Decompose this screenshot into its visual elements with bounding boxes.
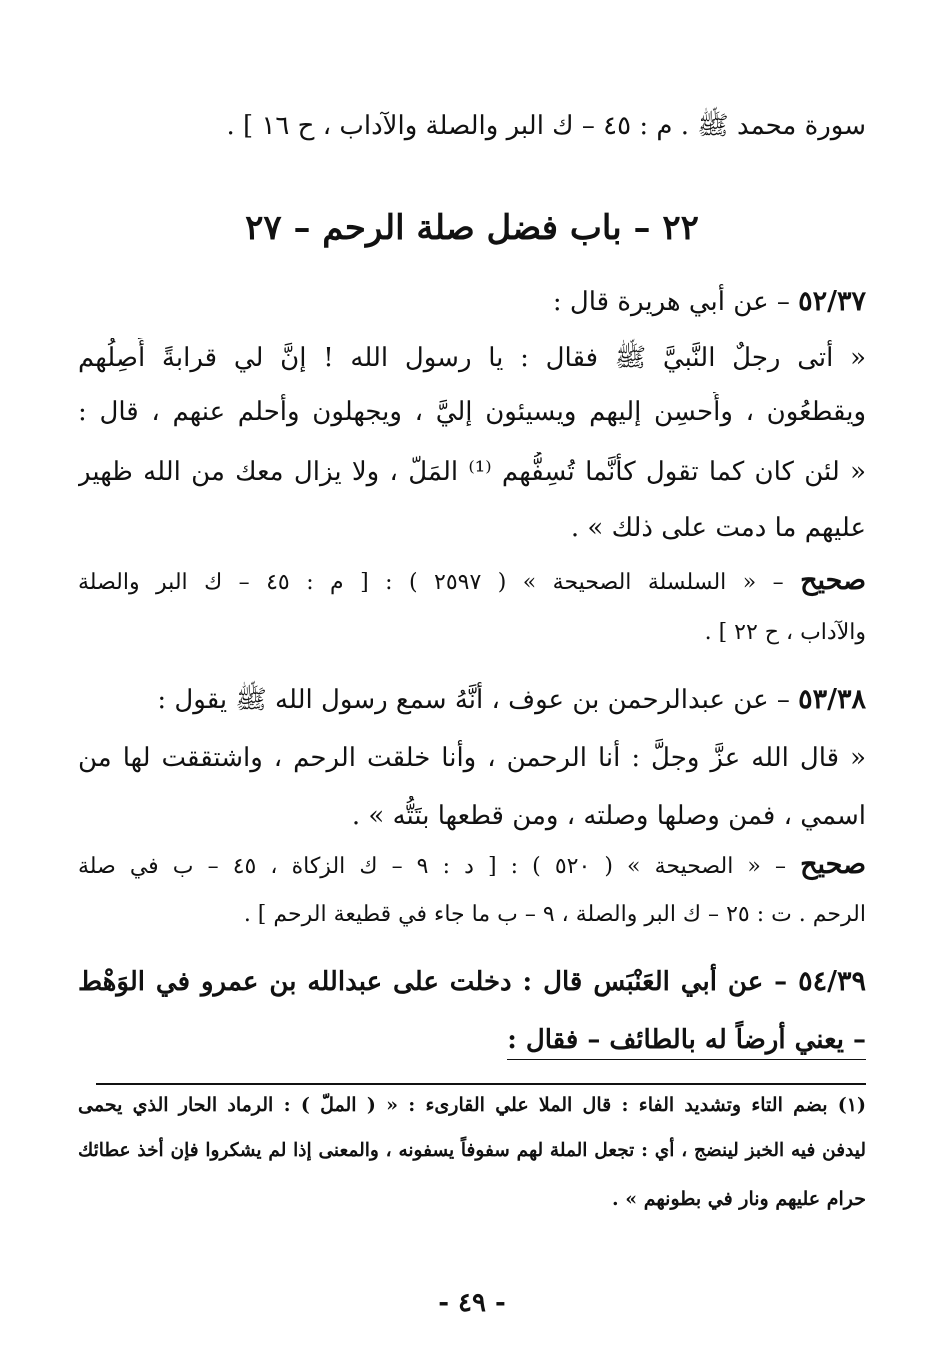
hadith-52-grading-line-2: [78, 616, 866, 650]
hadith-53-grade-label: صحيح: [800, 849, 866, 880]
carryover-reference-text: سورة محمد ﷺ . م : ٤٥ – ك البر والصلة والآداب ، ح ١٦ ] .: [226, 111, 866, 141]
hadith-53-heading: [78, 680, 866, 720]
hadith-52-grading-line-1: [78, 564, 866, 600]
hadith-52-number: ٥٢/٣٧: [798, 286, 866, 317]
page-number: [0, 1288, 944, 1318]
footnote-separator: [96, 1083, 866, 1085]
footnote-line-3: [78, 1184, 866, 1214]
hadith-53-grade-source: – « الصحيحة » ( ٥٢٠ ) : [ د : ٩ – ك الزكاة ، ٤٥ – ب في صلة: [78, 854, 801, 879]
hadith-52-intro: – عن أبي هريرة قال :: [552, 287, 799, 317]
hadith-52-text-4: عليهم ما دمت على ذلك » .: [570, 513, 866, 543]
hadith-52-heading: [78, 282, 866, 322]
page-number-text: - ٤٩ -: [438, 1288, 506, 1318]
hadith-53-text-2: اسمي ، فمن وصلها وصلته ، ومن قطعها بتَتُّه » .: [351, 801, 866, 831]
hadith-54-text-1: – عن أبي العَنْبَس قال : دخلت على عبدالله بن عمرو في الوَهْط: [78, 967, 799, 997]
hadith-52-line-1: [78, 338, 866, 378]
hadith-53-line-2: [78, 796, 866, 836]
hadith-52-line-3: [78, 452, 866, 492]
footnote-line-1: [78, 1090, 866, 1120]
hadith-52-text-1: « أتى رجلٌ النَّبيَّ ﷺ فقال : يا رسول الله ! إنَّ لي قرابةً أَصِلُهم: [78, 343, 866, 373]
hadith-52-text-3: « لئن كان كما تقول كأنَّما تُسِفُّهم ⁽¹⁾ المَلّ ، ولا يزال معك من الله ظهير: [78, 457, 866, 487]
footnote-text-3: حرام عليهم ونار في بطونهم » .: [612, 1188, 866, 1210]
hadith-52-line-2: [78, 392, 866, 432]
hadith-52-grade-source-2: والآداب ، ح ٢٢ ] .: [704, 620, 866, 645]
hadith-53-number: ٥٣/٣٨: [798, 684, 866, 715]
hadith-54-line-1: [78, 962, 866, 1002]
hadith-52-grade-source: – « السلسلة الصحيحة » ( ٢٥٩٧ ) : [ م : ٤٥ – ك البر والصلة: [78, 570, 801, 595]
chapter-title-text: ٢٢ – باب فضل صلة الرحم – ٢٧: [245, 208, 699, 248]
hadith-53-intro: – عن عبدالرحمن بن عوف ، أنَّهُ سمع رسول الله ﷺ يقول :: [157, 685, 799, 715]
hadith-54-line-2: [78, 1020, 866, 1060]
hadith-54-text-2: – يعني أرضاً له بالطائف – فقال :: [507, 1025, 866, 1060]
hadith-52-text-2: ويقطعُون ، وأُحسِن إليهم ويسيئون إليَّ ، ويجهلون وأحلم عنهم ، قال :: [78, 397, 866, 427]
hadith-53-text-1: « قال الله عزَّ وجلَّ : أنا الرحمن ، وأنا خلقت الرحم ، واشتققت لها من: [78, 743, 866, 773]
hadith-53-grading-line-1: [78, 848, 866, 884]
chapter-title: [0, 200, 944, 256]
footnote-text-2: ليدفن فيه الخبز لينضج ، أي : تجعل الملة لهم سفوفاً يسفونه ، والمعنى إذا لم يشكروا فإن أخذ عطائك: [78, 1140, 866, 1161]
hadith-53-grading-line-2: [78, 898, 866, 932]
carryover-reference-line: [78, 106, 866, 146]
hadith-53-grade-source-2: الرحم . ت : ٢٥ – ك البر والصلة ، ٩ – ب ما جاء في قطيعة الرحم ] .: [243, 902, 866, 927]
hadith-52-line-4: [78, 508, 866, 548]
footnote-text-1: (١) بضم التاء وتشديد الفاء : قال الملا علي القارىء : « ( الملّ ) : الرماد الحار الذي يحمى: [78, 1094, 866, 1116]
hadith-52-grade-label: صحيح: [800, 565, 866, 596]
hadith-54-number: ٥٤/٣٩: [798, 966, 866, 997]
footnote-line-2: [78, 1136, 866, 1166]
hadith-53-line-1: [78, 738, 866, 778]
